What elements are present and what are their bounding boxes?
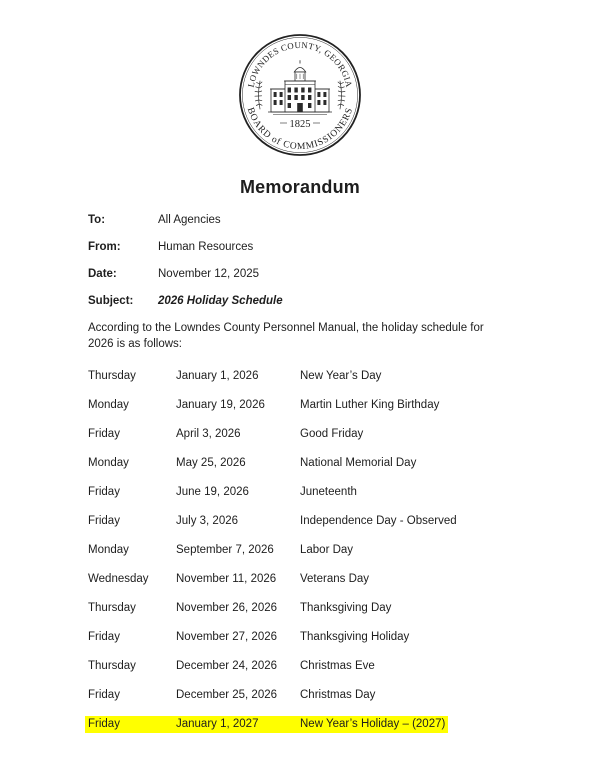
holiday-date: June 19, 2026 [176,486,249,498]
holiday-date: April 3, 2026 [176,428,241,440]
holiday-name: Christmas Day [300,689,376,701]
holiday-day: Monday [88,399,129,411]
holiday-day: Monday [88,457,129,469]
holiday-date: November 27, 2026 [176,631,278,643]
holiday-day: Friday [88,486,120,498]
holiday-row [85,687,378,704]
holiday-date: May 25, 2026 [176,457,246,469]
holiday-table [88,368,512,733]
holiday-row [85,629,412,646]
holiday-row [85,542,356,559]
holiday-row [85,658,378,675]
holiday-name: Martin Luther King Birthday [300,399,440,411]
holiday-date: January 1, 2027 [176,718,259,730]
holiday-date: December 24, 2026 [176,660,278,672]
holiday-day: Monday [88,544,129,556]
holiday-day: Friday [88,718,120,730]
holiday-day: Friday [88,631,120,643]
holiday-row [85,368,384,385]
holiday-name: Veterans Day [300,573,370,585]
memo-title: Memorandum [239,177,360,197]
memo-field-subject [88,294,512,308]
date-value: November 12, 2025 [158,268,260,280]
date-label: Date: [88,268,117,280]
holiday-name: Thanksgiving Day [300,602,392,614]
holiday-name: National Memorial Day [300,457,417,469]
to-value: All Agencies [158,214,221,226]
memo-field-date [88,267,512,281]
intro-paragraph: According to the Lowndes County Personnel Manual, the holiday schedule for 2026 is as follows: [88,322,484,350]
to-label: To: [88,214,106,226]
holiday-name: New Year’s Day [300,370,382,382]
holiday-date: December 25, 2026 [176,689,278,701]
holiday-date: January 1, 2026 [176,370,259,382]
holiday-day: Thursday [88,660,136,672]
subject-value: 2026 Holiday Schedule [158,295,283,307]
holiday-name: Juneteenth [300,486,357,498]
from-value: Human Resources [158,241,254,253]
memo-field-to [88,213,512,227]
holiday-row [85,513,460,530]
subject-label: Subject: [88,295,134,307]
holiday-name: Thanksgiving Holiday [300,631,410,643]
holiday-day: Wednesday [88,573,149,585]
holiday-date: November 26, 2026 [176,602,278,614]
memo-header [88,213,512,308]
from-label: From: [88,241,121,253]
holiday-row [85,571,372,588]
holiday-row [85,455,419,472]
holiday-date: September 7, 2026 [176,544,274,556]
holiday-row [85,484,360,501]
memo-field-from [88,240,512,254]
holiday-name: Good Friday [300,428,364,440]
holiday-row [85,716,448,733]
holiday-day: Friday [88,515,120,527]
holiday-name: Independence Day - Observed [300,515,457,527]
holiday-row [85,600,394,617]
holiday-date: January 19, 2026 [176,399,265,411]
holiday-date: November 11, 2026 [176,573,277,585]
seal-year-text: 1825 [289,119,311,130]
holiday-name: Christmas Eve [300,660,375,672]
holiday-row [85,397,442,414]
holiday-name: Labor Day [300,544,354,556]
holiday-day: Thursday [88,370,136,382]
holiday-day: Thursday [88,602,136,614]
holiday-day: Friday [88,428,120,440]
holiday-name: New Year’s Holiday – (2027) [300,718,446,730]
seal-container [88,32,512,158]
lowndes-county-seal-icon [237,32,363,158]
seal-top-text: LOWNDES COUNTY, GEORGIA [245,39,355,89]
holiday-day: Friday [88,689,120,701]
holiday-row [85,426,366,443]
seal-bottom-text: BOARD of COMMISSIONERS [244,106,356,153]
holiday-date: July 3, 2026 [176,515,239,527]
